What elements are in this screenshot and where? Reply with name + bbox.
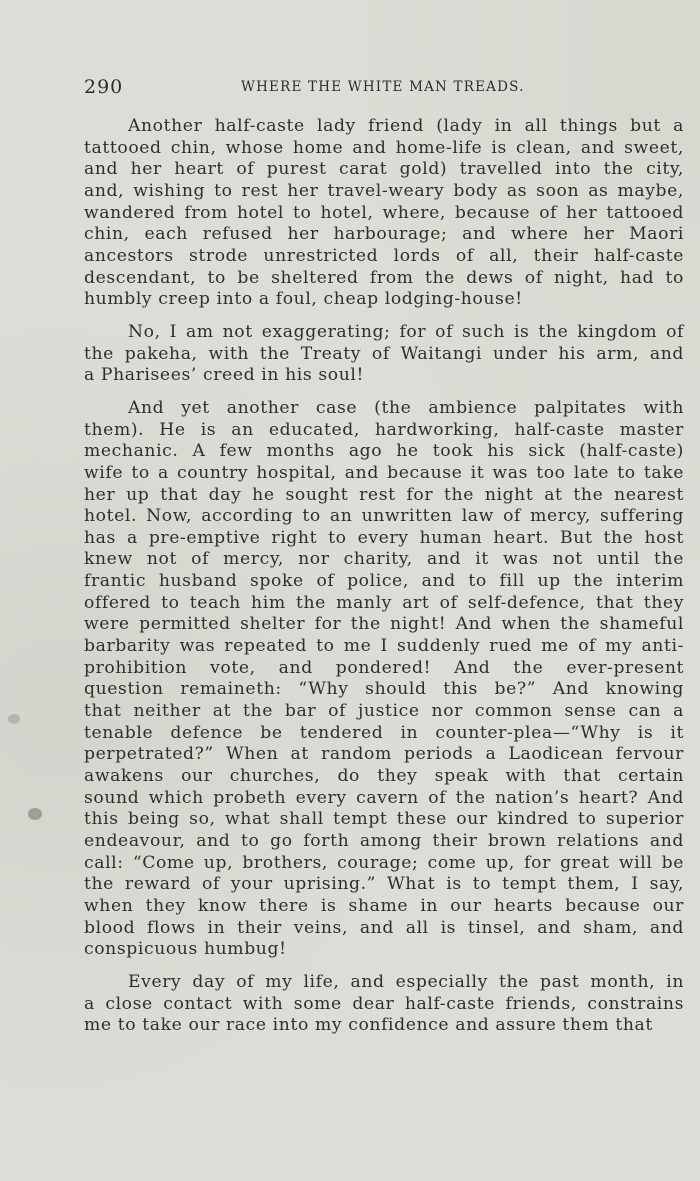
text-line: And yet another case (the ambience palpitates with xyxy=(128,397,684,418)
text-line: were permitted shelter for the night! And when the shameful xyxy=(84,614,684,635)
text-line: tattooed chin, whose home and home-life is clean, and sweet, xyxy=(84,137,684,158)
page-stain xyxy=(28,808,42,820)
text-line: awakens our churches, do they speak with that certain xyxy=(84,766,684,787)
page-number: 290 xyxy=(84,76,124,98)
text-line: descendant, to be sheltered from the dews of night, had to xyxy=(84,267,684,288)
text-line: tenable defence be tendered in counter-plea—“Why is it xyxy=(84,722,684,743)
page-header xyxy=(84,76,684,102)
text-line: offered to teach him the manly art of self-defence, that they xyxy=(84,592,684,613)
text-line: them). He is an educated, hardworking, half-caste master xyxy=(84,419,684,440)
text-line: hotel. Now, according to an unwritten law of mercy, suffering xyxy=(84,506,684,527)
text-line: mechanic. A few months ago he took his sick (half-caste) xyxy=(84,441,684,462)
paragraph xyxy=(84,116,684,311)
paragraph xyxy=(84,972,684,1037)
paragraph xyxy=(84,322,684,387)
text-line: has a pre-emptive right to every human heart. But the host xyxy=(84,527,684,548)
text-line: No, I am not exaggerating; for of such is the kingdom of xyxy=(128,321,684,342)
page-stain xyxy=(8,714,20,724)
text-line: Another half-caste lady friend (lady in all things but a xyxy=(128,116,684,136)
text-line: prohibition vote, and pondered! And the ever-present xyxy=(84,657,684,678)
text-line: sound which probeth every cavern of the nation’s heart? And xyxy=(84,787,684,808)
text-line: when they know there is shame in our hearts because our xyxy=(84,895,684,916)
text-line: ancestors strode unrestricted lords of all, their half-caste xyxy=(84,245,684,266)
text-line: call: “Come up, brothers, courage; come up, for great will be xyxy=(84,852,684,873)
text-line: blood flows in their veins, and all is tinsel, and sham, and xyxy=(84,917,684,938)
text-line: a Pharisees’ creed in his soul! xyxy=(84,365,364,386)
text-line: barbarity was repeated to me I suddenly rued me of my anti- xyxy=(84,636,684,657)
text-line: and, wishing to rest her travel-weary body as soon as maybe, xyxy=(84,180,684,201)
text-line: wandered from hotel to hotel, where, because of her tattooed xyxy=(84,202,684,223)
text-line: a close contact with some dear half-caste friends, constrains xyxy=(84,993,684,1014)
text-line: chin, each refused her harbourage; and where her Maori xyxy=(84,224,684,245)
text-line: knew not of mercy, nor charity, and it was not until the xyxy=(84,549,684,570)
running-head: WHERE THE WHITE MAN TREADS. xyxy=(241,79,525,95)
text-line: wife to a country hospital, and because it was too late to take xyxy=(84,462,684,483)
text-line: endeavour, and to go forth among their brown relations and xyxy=(84,831,684,851)
body-text xyxy=(84,116,684,1037)
text-line: her up that day he sought rest for the night at the nearest xyxy=(84,484,684,505)
text-line: humbly creep into a foul, cheap lodging-house! xyxy=(84,289,523,310)
text-line: conspicuous humbug! xyxy=(84,939,287,960)
text-line: the pakeha, with the Treaty of Waitangi under his arm, and xyxy=(84,343,684,364)
paragraph xyxy=(84,398,684,961)
text-line: me to take our race into my confidence and assure them that xyxy=(84,1015,653,1036)
text-line: and her heart of purest carat gold) travelled into the city, xyxy=(84,159,684,180)
text-line: this being so, what shall tempt these our kindred to superior xyxy=(84,809,684,830)
text-line: frantic husband spoke of police, and to fill up the interim xyxy=(84,571,684,592)
text-line: question remaineth: “Why should this be?” And knowing xyxy=(84,679,684,700)
text-line: that neither at the bar of justice nor common sense can a xyxy=(84,701,684,722)
text-line: perpetrated?” When at random periods a Laodicean fervour xyxy=(84,744,684,765)
text-line: Every day of my life, and especially the past month, in xyxy=(128,971,684,992)
text-line: the reward of your uprising.” What is to tempt them, I say, xyxy=(84,874,684,895)
